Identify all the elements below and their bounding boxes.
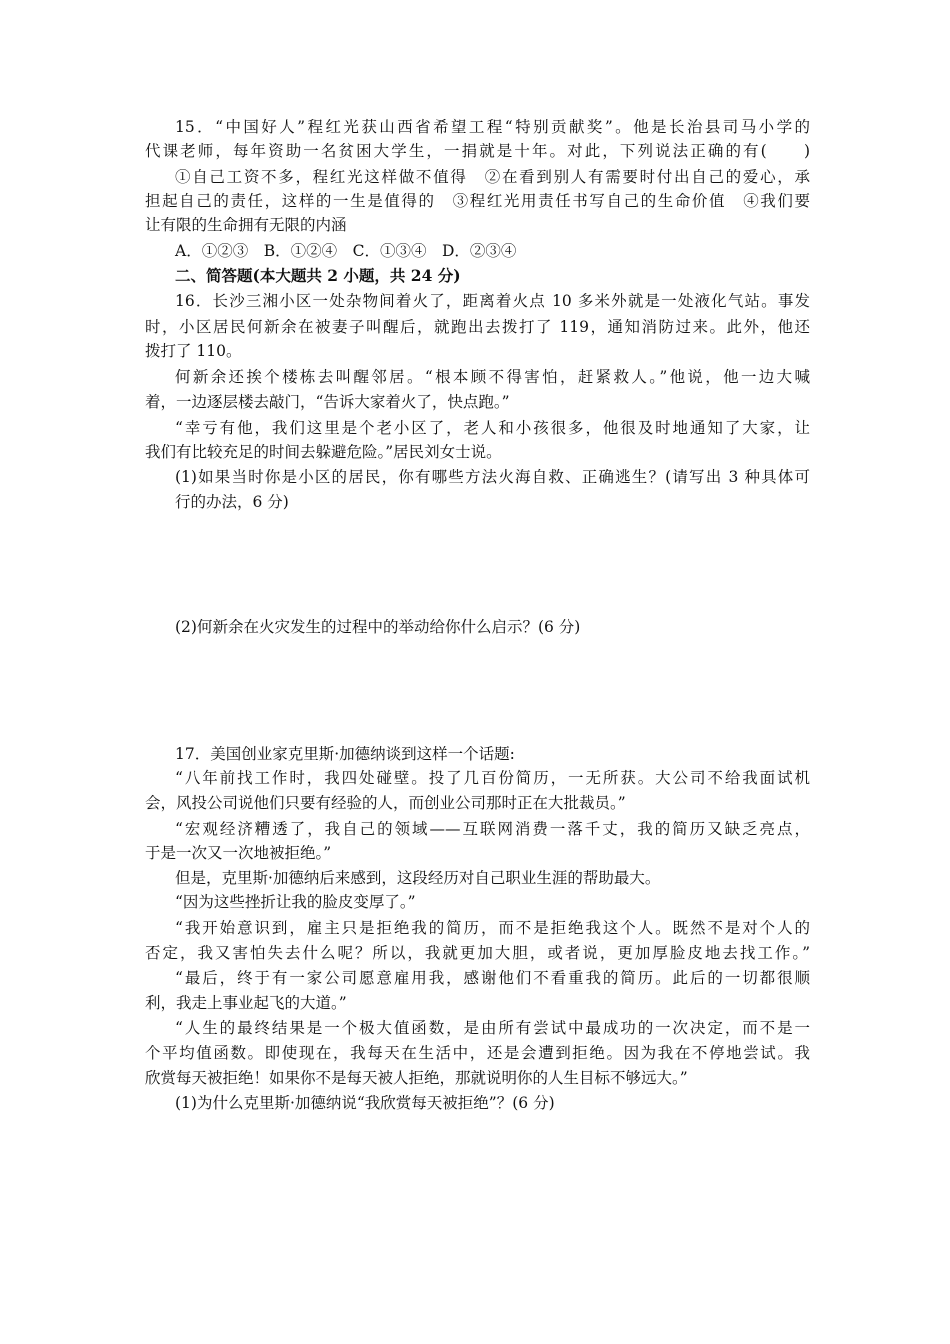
q17-para7-line-2: 个平均值函数。即使现在，我每天在生活中，还是会遭到拒绝。因为我在不停地尝试。我 [145,1044,810,1062]
q15-stem-line-1: 15．“中国好人”程红光获山西省希望工程“特别贡献奖”。他是长治县司马小学的 [175,118,810,136]
q15-options: A．①②③ B．①②④ C．①③④ D．②③④ [175,242,517,260]
q16-para1-line-2: 时，小区居民何新余在被妻子叫醒后，就跑出去拨打了 119，通知消防过来。此外，他还 [145,318,810,336]
q16-sub1-line-1: (1)如果当时你是小区的居民，你有哪些方法火海自救、正确逃生？(请写出 3 种具体可 [175,468,810,486]
q16-para1-line-1: 16．长沙三湘小区一处杂物间着火了，距离着火点 10 多米外就是一处液化气站。事发 [175,292,810,310]
q17-para5-line-1: “我开始意识到，雇主只是拒绝我的简历，而不是拒绝我这个人。既然不是对个人的 [175,919,810,937]
q15-stem-line-2: 代课老师，每年资助一名贫困大学生，一捐就是十年。对此，下列说法正确的有( ) [145,142,810,160]
q16-sub2: (2)何新余在火灾发生的过程中的举动给你什么启示？(6 分) [175,618,581,636]
q17-para7-line-3: 欣赏每天被拒绝！如果你不是每天被人拒绝，那就说明你的人生目标不够远大。” [145,1069,688,1087]
q17-intro: 17．美国创业家克里斯·加德纳谈到这样一个话题: [175,745,515,763]
q17-para6-line-1: “最后，终于有一家公司愿意雇用我，感谢他们不看重我的简历。此后的一切都很顺 [175,969,810,987]
q17-para3: 但是，克里斯·加德纳后来感到，这段经历对自己职业生涯的帮助最大。 [175,869,661,887]
q17-para2-line-1: “宏观经济糟透了，我自己的领域——互联网消费一落千丈，我的简历又缺乏亮点， [175,820,810,838]
q17-para1-line-1: “八年前找工作时，我四处碰壁。投了几百份简历，一无所获。大公司不给我面试机 [175,769,810,787]
q15-statements-line-2: 担起自己的责任，这样的一生是值得的 ③程红光用责任书写自己的生命价值 ④我们要 [145,192,810,210]
q17-sub1: (1)为什么克里斯·加德纳说“我欣赏每天被拒绝”？(6 分) [175,1094,555,1112]
q16-sub1-line-2: 行的办法，6 分) [175,493,289,511]
q16-para2-line-1: 何新余还挨个楼栋去叫醒邻居。“根本顾不得害怕，赶紧救人。”他说，他一边大喊 [175,368,810,386]
q16-para1-line-3: 拨打了 110。 [145,342,242,360]
q17-para6-line-2: 利，我走上事业起飞的大道。” [145,994,347,1012]
section-2-heading: 二、简答题(本大题共 2 小题，共 24 分) [175,266,461,285]
q15-statements-line-3: 让有限的生命拥有无限的内涵 [145,216,347,234]
q16-para2-line-2: 着，一边逐层楼去敲门，“告诉大家着火了，快点跑。” [145,393,510,411]
q17-para5-line-2: 否定，我又害怕失去什么呢？所以，我就更加大胆，或者说，更加厚脸皮地去找工作。” [145,944,810,962]
q17-para4: “因为这些挫折让我的脸皮变厚了。” [175,893,416,911]
q17-para7-line-1: “人生的最终结果是一个极大值函数，是由所有尝试中最成功的一次决定，而不是一 [175,1019,810,1037]
q16-para3-line-2: 我们有比较充足的时间去躲避危险。”居民刘女士说。 [145,443,502,461]
q16-para3-line-1: “幸亏有他，我们这里是个老小区了，老人和小孩很多，他很及时地通知了大家，让 [175,419,810,437]
q15-statements-line-1: ①自己工资不多，程红光这样做不值得 ②在看到别人有需要时付出自己的爱心，承 [175,168,810,186]
q17-para1-line-2: 会，风投公司说他们只要有经验的人，而创业公司那时正在大批裁员。” [145,794,626,812]
q17-para2-line-2: 于是一次又一次地被拒绝。” [145,844,332,862]
